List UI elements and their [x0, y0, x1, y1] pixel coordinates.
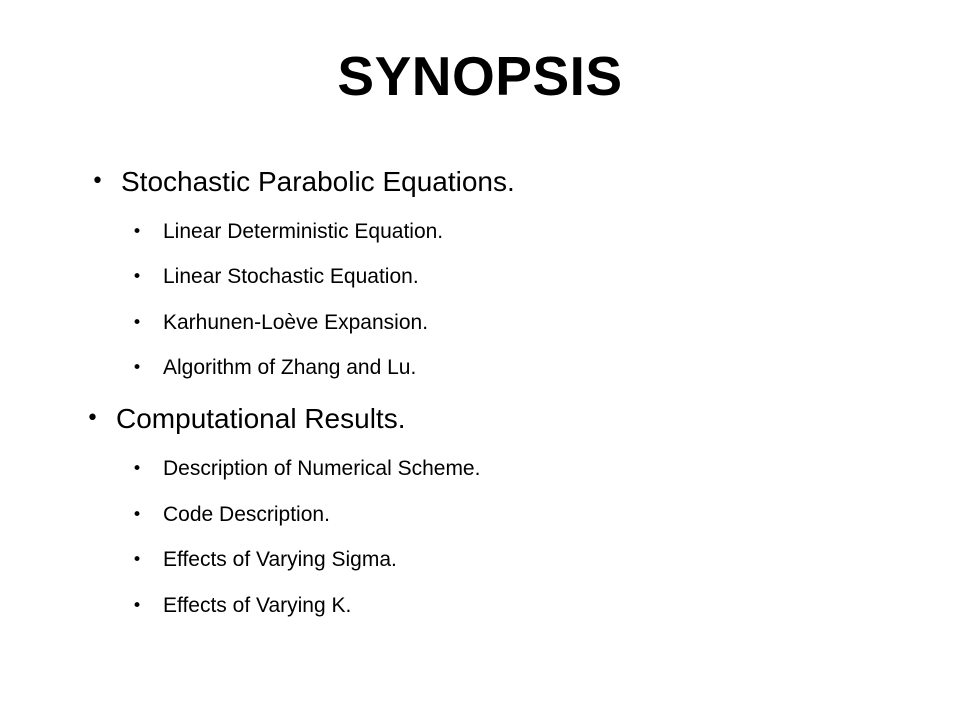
list-item-label: Linear Stochastic Equation. — [163, 265, 419, 288]
bullet-icon: • — [132, 459, 143, 479]
bullet-icon: • — [132, 222, 143, 242]
slide-title: SYNOPSIS — [337, 45, 623, 107]
section-label: Stochastic Parabolic Equations. — [121, 166, 515, 197]
list-item — [132, 264, 419, 290]
bullet-icon: • — [132, 596, 143, 616]
bullet-icon: • — [132, 505, 143, 525]
list-item-label: Linear Deterministic Equation. — [163, 220, 444, 243]
list-item — [132, 456, 481, 482]
list-item-label: Algorithm of Zhang and Lu. — [163, 356, 417, 379]
list-item — [132, 310, 429, 336]
section-label: Computational Results. — [116, 403, 406, 434]
bullet-icon: • — [86, 406, 99, 431]
bullet-icon: • — [132, 358, 143, 378]
bullet-icon: • — [132, 313, 143, 333]
bullet-icon: • — [91, 169, 104, 194]
list-item-label: Description of Numerical Scheme. — [163, 457, 481, 480]
list-item — [132, 502, 330, 528]
section-stochastic-parabolic-equations — [91, 166, 515, 198]
list-item-label: Effects of Varying K. — [163, 594, 352, 617]
list-item-label: Karhunen-Loève Expansion. — [163, 311, 429, 334]
list-item — [132, 547, 397, 573]
list-item — [132, 355, 417, 381]
list-item — [132, 219, 444, 245]
list-item-label: Code Description. — [163, 503, 330, 526]
list-item — [132, 593, 352, 619]
bullet-icon: • — [132, 550, 143, 570]
bullet-icon: • — [132, 267, 143, 287]
list-item-label: Effects of Varying Sigma. — [163, 548, 397, 571]
section-computational-results — [86, 403, 406, 435]
